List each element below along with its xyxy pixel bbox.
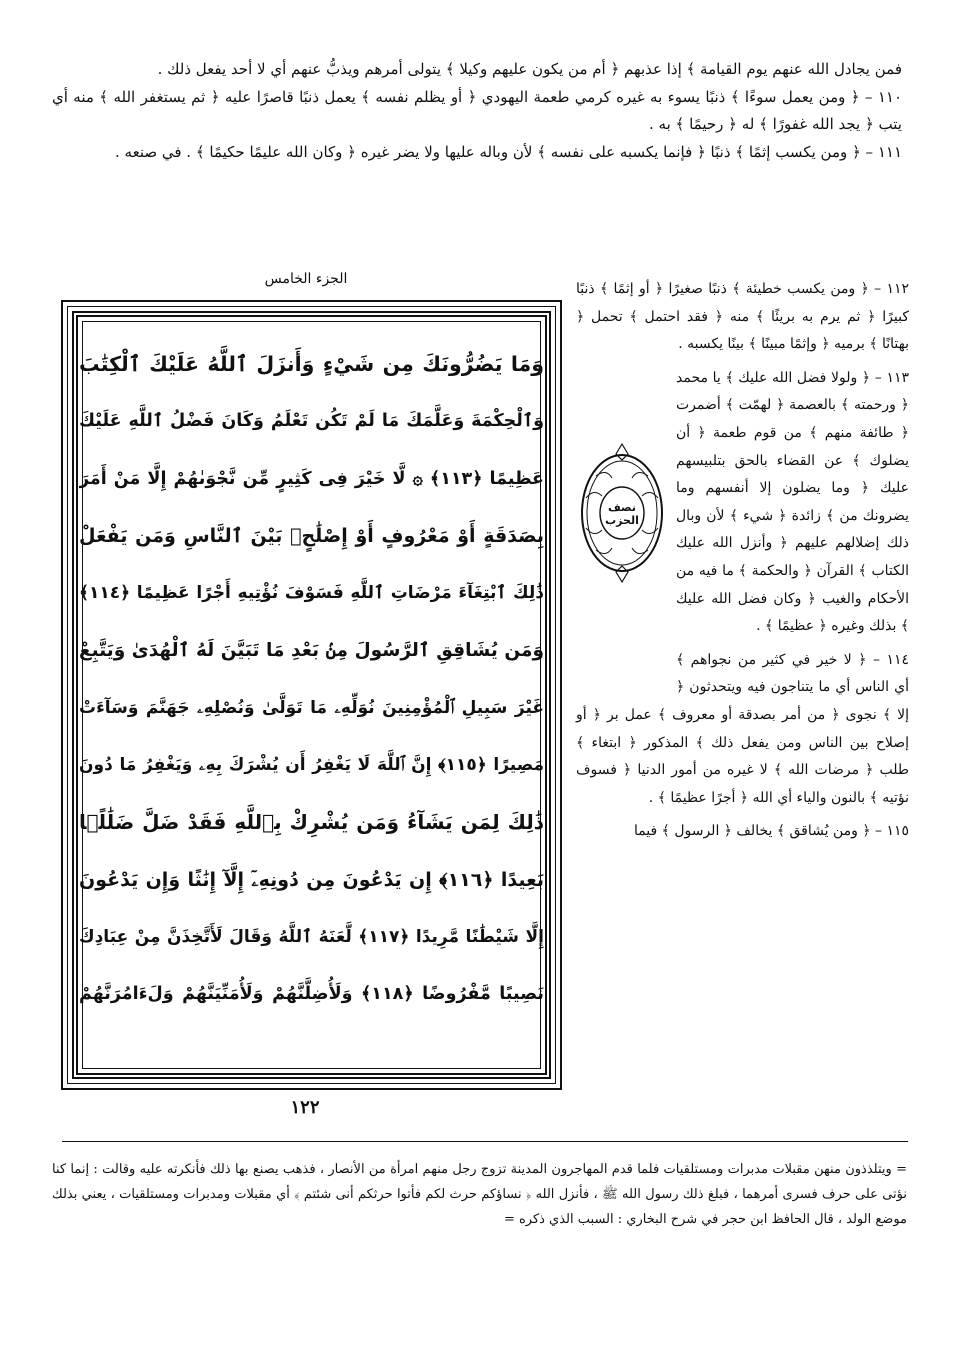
juz-label: الجزء الخامس: [264, 271, 348, 287]
hizb-label: نصف الحزب: [605, 501, 639, 527]
medallion-spacer: [576, 365, 676, 681]
quran-line: وَمَا يَضُرُّونَكَ مِن شَيْءٍ وَأَنزَلَ ٱللَّهُ عَلَيْكَ ٱلْكِتَٰبَ: [79, 352, 544, 376]
commentary-paragraph: ١١٣ – ﴿ ولولا فضل الله عليك ﴾ يا محمد ﴿ ورحمته ﴾ بالعصمة ﴿ لهمّت ﴾ أضمرت ﴿ طائفة منهم ﴾ من قوم طعمة ﴿ أن يضلوك ﴾ عن القضاء بالحق بتلبيسهم عليك ﴿ وما يضلون إلا أنفسهم وما يضرونك من ﴾ زائدة ﴿ شيء ﴾ لأن وبال ذلك إضلالهم عليهم ﴿ وأنزل الله عليك الكتاب ﴾ القرآن ﴿ والحكمة ﴾ ما فيه من الأحكام والغيب ﴿ وكان فضل الله عليك ﴾ بذلك وغيره ﴿ عظيمًا ﴾ .: [676, 369, 909, 635]
quran-line: بَعِيدًا ﴿١١٦﴾ إِن يَدْعُونَ مِن دُونِهِۦٓ إِلَّآ إِنَٰثًا وَإِن يَدْعُونَ: [79, 868, 544, 891]
side-commentary: [576, 276, 909, 846]
commentary-paragraph: ١١٥ – ﴿ ومن يُشاقق ﴾ يخالف ﴿ الرسول ﴾ فيما: [633, 823, 909, 840]
footnote: = ويتلذذون منهن مقبلات مدبرات ومستلقيات فلما قدم المهاجرون المدينة تزوج رجل منهم امرأة من الأنصار ، فذهب يصنع بها ذلك فأنكرته عليه وقالت : إنما كنا نؤتى على حرف فسرى أمرهما ، فبلغ ذلك رسول الله ﷺ ، فأنزل الله ﴿ نساؤكم حرث لكم فأتوا حرثكم أنى شئتم ﴾ أي مقبلات ومدبرات ومستلقيات ، يعني بذلك موضع الولد ، قال الحافظ ابن حجر في شرح البخاري : السبب الذي ذكره =: [52, 1162, 907, 1227]
quran-line: نَصِيبًا مَّفْرُوضًا ﴿١١٨﴾ وَلَأُضِلَّنَّهُمْ وَلَأُمَنِّيَنَّهُمْ وَلَءَامُرَنَّهُمْ: [79, 984, 544, 1005]
quran-lines: [79, 336, 544, 1024]
commentary-paragraph: ١١٤ – ﴿ لا خير في كثير من نجواهم ﴾ أي الناس أي ما يتناجون فيه ويتحدثون ﴿ إلا ﴾ نجوى ﴿ من أمر بصدقة أو معروف ﴾ عمل بر ﴿ أو إصلاح بين الناس ومن يفعل ذلك ﴾ المذكور ﴿ ابتغاء ﴾ طلب ﴿ مرضات الله ﴾ لا غيره من أمور الدنيا ﴿ فسوف نؤتيه ﴾ بالنون والياء أي الله ﴿ أجرًا عظيمًا ﴾ .: [576, 651, 909, 806]
quran-line: وَمَن يُشَاقِقِ ٱلرَّسُولَ مِنۢ بَعْدِ مَا تَبَيَّنَ لَهُ ٱلْهُدَىٰ وَيَتَّبِعْ: [79, 640, 544, 662]
commentary-paragraph: ١١١ – ﴿ ومن يكسب إثمًا ﴾ ذنبًا ﴿ فإنما يكسبه على نفسه ﴾ لأن وباله عليها ولا يضر غيره ﴿ وكان الله عليمًا حكيمًا ﴾ . في صنعه .: [115, 142, 902, 161]
page-number: ١٢٢: [290, 1097, 320, 1118]
quran-line: غَيْرَ سَبِيلِ ٱلْمُؤْمِنِينَ نُوَلِّهِۦ مَا تَوَلَّىٰ وَنُصْلِهِۦ جَهَنَّمَ وَسَآءَتْ: [79, 697, 544, 718]
commentary-paragraph: ١١٢ – ﴿ ومن يكسب خطيئة ﴾ ذنبًا صغيرًا ﴿ أو إثمًا ﴾ ذنبًا كبيرًا ﴿ ثم يرم به بريئًا ﴾ منه ﴿ فقد احتمل ﴾ تحمل ﴿ بهتانًا ﴾ برميه ﴿ وإثمًا مبينًا ﴾ بينًا يكسبه .: [576, 281, 909, 353]
quran-line: عَظِيمًا ﴿١١٣﴾ ۞ لَّا خَيْرَ فِى كَثِيرٍ مِّن نَّجْوَىٰهُمْ إِلَّا مَنْ أَمَرَ: [79, 468, 544, 489]
quran-line: ذَٰلِكَ لِمَن يَشَآءُ وَمَن يُشْرِكْ بِٱللَّهِ فَقَدْ ضَلَّ ضَلَٰلًۢا: [79, 810, 544, 835]
quran-line: ذَٰلِكَ ٱبْتِغَآءَ مَرْضَاتِ ٱللَّهِ فَسَوْفَ نُؤْتِيهِ أَجْرًا عَظِيمًا ﴿١١٤﴾: [79, 583, 544, 604]
quran-line: مَصِيرًا ﴿١١٥﴾ إِنَّ ٱللَّهَ لَا يَغْفِرُ أَن يُشْرَكَ بِهِۦ وَيَغْفِرُ مَا دُونَ: [79, 755, 544, 776]
quran-line: وَٱلْحِكْمَةَ وَعَلَّمَكَ مَا لَمْ تَكُن تَعْلَمُ وَكَانَ فَضْلُ ٱللَّهِ عَلَيْكَ: [79, 411, 544, 432]
quran-line: بِصَدَقَةٍ أَوْ مَعْرُوفٍ أَوْ إِصْلَٰحٍۭ بَيْنَ ٱلنَّاسِ وَمَن يَفْعَلْ: [79, 524, 544, 547]
quran-text-frame: [61, 300, 562, 1090]
commentary-paragraph: ١١٠ – ﴿ ومن يعمل سوءًا ﴾ ذنبًا يسوء به غيره كرمي طعمة اليهودي ﴿ أو يظلم نفسه ﴾ يعمل ذنبًا قاصرًا عليه ﴿ ثم يستغفر الله ﴾ منه أي يتب ﴿ يجد الله غفورًا ﴾ له ﴿ رحيمًا ﴾ به .: [52, 87, 902, 133]
quran-line: إِلَّا شَيْطَٰنًا مَّرِيدًا ﴿١١٧﴾ لَّعَنَهُ ٱللَّهُ وَقَالَ لَأَتَّخِذَنَّ مِنْ عِبَادِكَ: [79, 926, 544, 947]
commentary-paragraph: فمن يجادل الله عنهم يوم القيامة ﴾ إذا عذبهم ﴿ أم من يكون عليهم وكيلا ﴾ يتولى أمرهم ويذبُّ عنهم أي لا أحد يفعل ذلك .: [157, 60, 902, 78]
footnote-divider: [62, 1141, 908, 1142]
top-commentary: [52, 56, 902, 166]
